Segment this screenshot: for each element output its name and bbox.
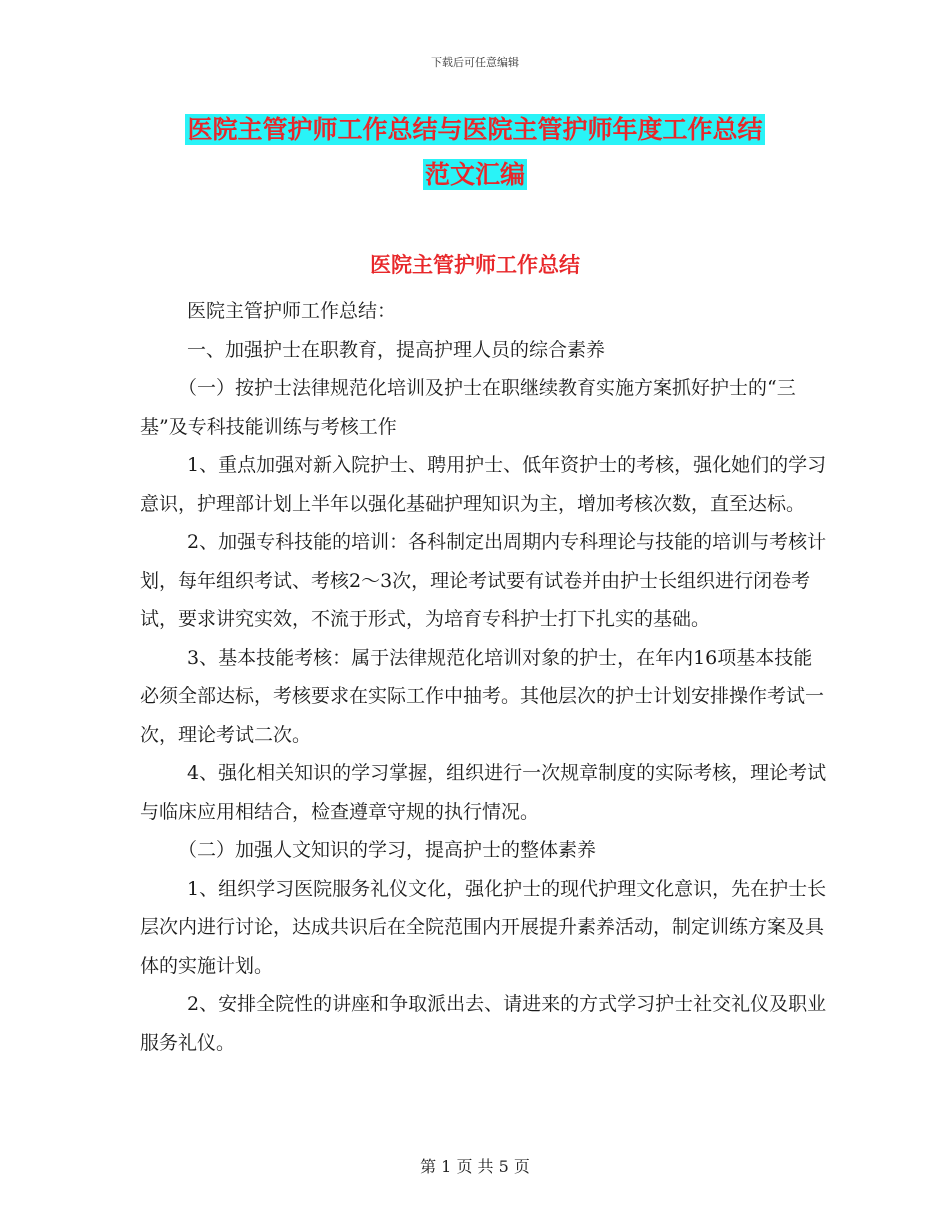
paragraph: 4、强化相关知识的学习掌握，组织进行一次规章制度的实际考核，理论考试与临床应用相结合，检查遵章守规的执行情况。 <box>140 762 827 823</box>
paragraph: 1、重点加强对新入院护士、聘用护士、低年资护士的考核，强化她们的学习意识，护理部计划上半年以强化基础护理知识为主，增加考核次数，直至达标。 <box>140 454 827 515</box>
paragraph: 医院主管护师工作总结： <box>187 300 397 322</box>
paragraph: （二）加强人文知识的学习，提高护士的整体素养 <box>178 839 597 861</box>
document-title-line-1: 医院主管护师工作总结与医院主管护师年度工作总结 <box>187 115 763 144</box>
paragraph: 2、加强专科技能的培训：各科制定出周期内专科理论与技能的培训与考核计划，每年组织考试、考核2～3次，理论考试要有试卷并由护士长组织进行闭卷考试，要求讲究实效，不流于形式，为培育专科护士打下扎实的基础。 <box>140 531 827 630</box>
page-number-footer: 第 1 页 共 5 页 <box>420 1157 530 1176</box>
paragraph: 3、基本技能考核：属于法律规范化培训对象的护士，在年内16项基本技能必须全部达标，考核要求在实际工作中抽考。其他层次的护士计划安排操作考试一次，理论考试二次。 <box>140 646 825 746</box>
header-note: 下载后可任意编辑 <box>431 56 519 69</box>
paragraph: 1、组织学习医院服务礼仪文化，强化护士的现代护理文化意识，先在护士长层次内进行讨论，达成共识后在全院范围内开展提升素养活动，制定训练方案及具体的实施计划。 <box>140 877 827 977</box>
paragraph: 2、安排全院性的讲座和争取派出去、请进来的方式学习护士社交礼仪及职业服务礼仪。 <box>140 993 827 1054</box>
document-body <box>140 292 830 1062</box>
section-title: 医院主管护师工作总结 <box>370 253 580 277</box>
paragraph: （一）按护士法律规范化培训及护士在职继续教育实施方案抓好护士的“三基”及专科技能训练与考核工作 <box>140 377 796 438</box>
paragraph: 一、加强护士在职教育，提高护理人员的综合素养 <box>187 338 606 361</box>
document-title-line-2: 范文汇编 <box>424 160 525 189</box>
